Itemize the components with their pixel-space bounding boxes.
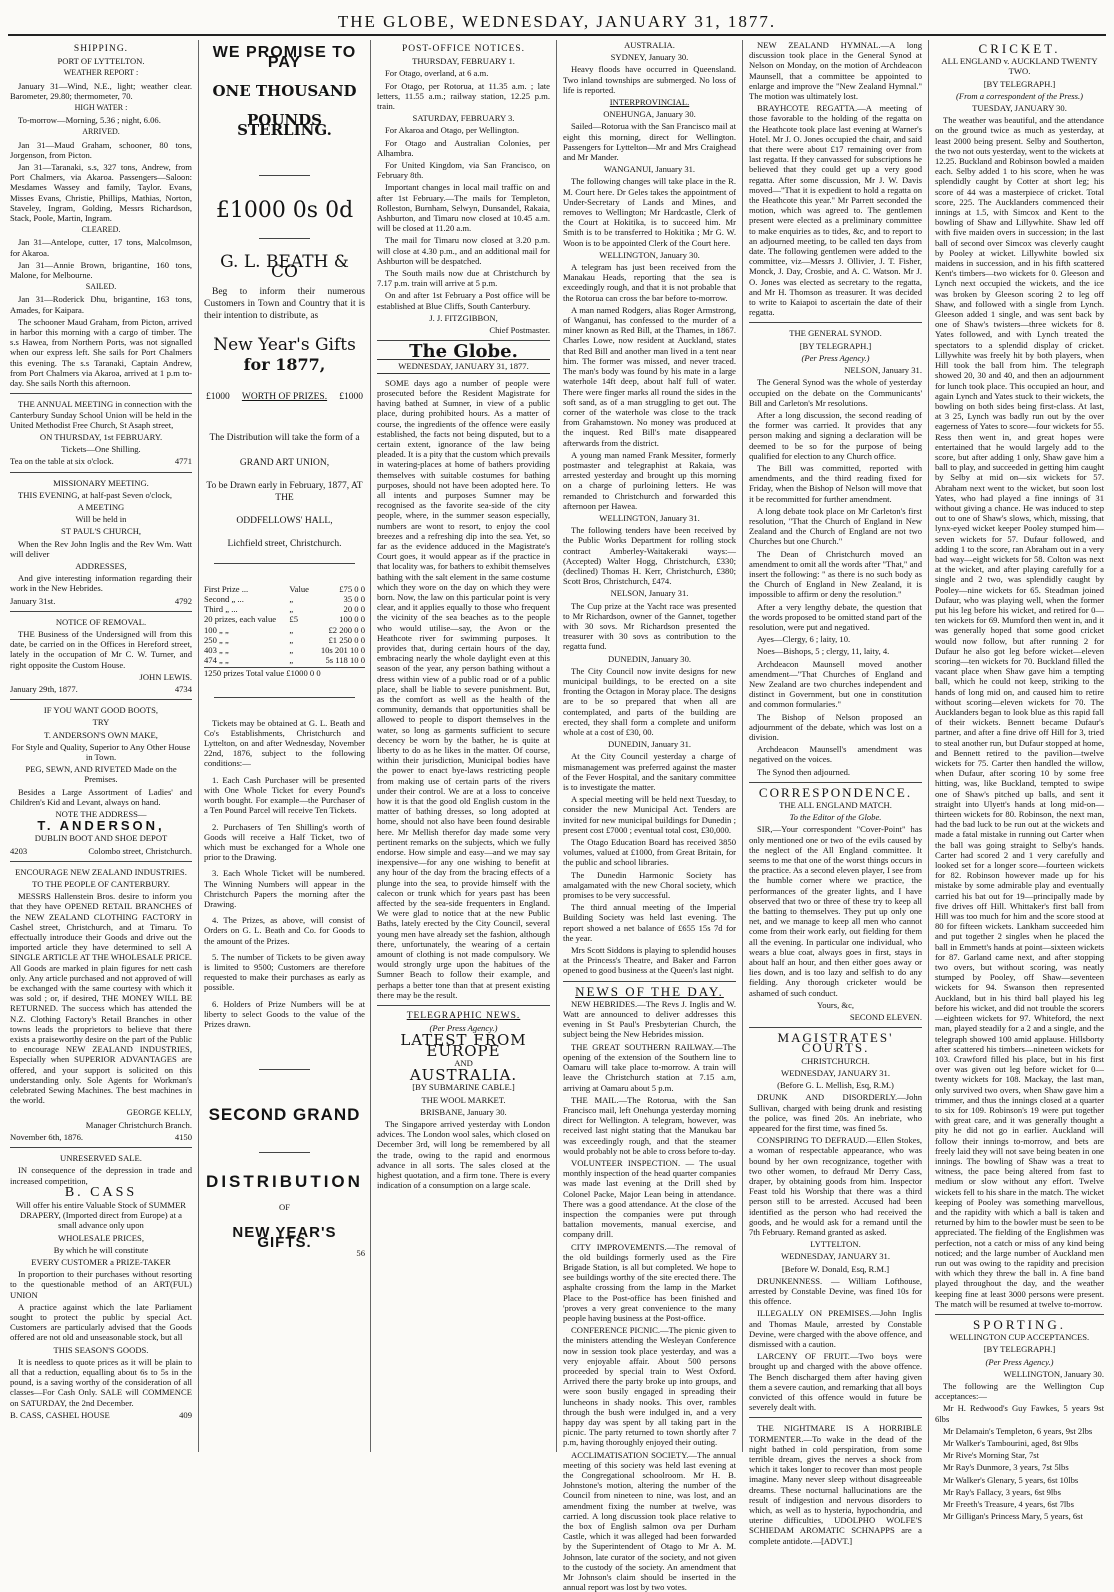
sporting-intro: The following are the Wellington Cup acceptances:— [935,1381,1104,1402]
divider [10,393,192,394]
ad-ref: 4734 [174,683,192,694]
amount: £1000 0s 0d [215,198,354,224]
sale-line: It is needless to quote prices as it will be plain to all that a reduction, equalling about 6s to 5s in the pound, is a saving worthy of the consideration of all classes—For Cash Only. SALE will COMMENCE on SATURDAY, the 2nd December. [10,1356,192,1408]
prize-table [204,584,365,666]
annual-meeting-text: THE ANNUAL MEETING in connection with the Canterbury Sunday School Union will be held in the United Methodist Free Church, St Asaph street, [10,399,192,430]
ad-ref: 4150 [174,1131,192,1142]
column-5 [742,40,928,1546]
dateline: WELLINGTON, January 30. [599,249,700,260]
masthead [0,0,1114,40]
sale-name: B. CASS [64,1184,138,1200]
ad-ref: 409 [179,1409,192,1420]
synod-item: The Bill was committed, reported with amendments, and the third reading fixed for Friday, when the Bishop of Nelson will move that it be recommitted for further amendment. [749,462,922,504]
condition: 3. Each Whole Ticket will be numbered. The Winning Numbers will appear in the Christchurch Papers the morning after the Drawing. [204,868,365,909]
divider [259,175,310,176]
divider [563,981,736,982]
weather-report: January 31—Wind, N.E., light; weather clear. Barometer, 29.80; thermometer, 70. [10,80,192,101]
synod-item: Archdeacon Maunsell moved another amendment—"That Churches of England and New Zealand are two churches independent and distinct in Government, but one in constitution and common formularies." [749,658,922,710]
cleared-heading: CLEARED. [81,225,121,235]
nz-sign: GEORGE KELLY, [126,1107,192,1118]
table-row: 250 „ „ „ £1 250 0 0 [204,634,365,645]
condition: 5. The number of Tickets to be given away is limited to 9500; Customers are therefore requested to make their purchases as early as possible. [204,951,365,993]
sale-line: WHOLESALE PRICES, [58,1232,144,1243]
news-item: BRAYHCOTE REGATTA.—A meeting of those favorable to the holding of the regatta on the Heathcote took place last evening at Warner's Hotel. Mr J. O. Jones occupied the chair, and said that there were about £17 remaining over from last regatta. If they canvassed for subscriptions he believed that they could get up a very good regatta. After some discussion, Mr J. W. Davis moved—"That it is expedient to hold a regatta on the Heathcote this year." Mr Parrett seconded the motion, which was agreed to. The gentlemen present were elected as a preliminary committee to make enquiries as to tides, &c, and to report to an adjourned meeting, to be called ten days from date. The following gentlemen were added to the committee, viz—Messrs J. Ollivier, J. T. Fisher, Monck, J. Day, Crosbie, and A. C. Watson. Mr J. O. Jones was elected as secretary to the regatta, and Mr H. Thomson as treasurer. It was decided to write to Kaiapoi to ascertain the date of their regatta. [749,103,922,318]
divider [259,238,310,239]
divider [749,322,922,323]
news-item: The following tenders have been received by the Public Works Department for rolling stock contract Amberley-Waitakeraki ways:—(Accepted) Walter Hogg, Christchurch, £330; (declined) Thomas H. Kerr, Christchurch, £380; Scott Bros, Christchurch, £474. [563,525,736,587]
sale-foot: B. CASS, CASHEL HOUSE [10,1409,110,1420]
table-row: Second „ ... „ 35 0 0 [204,594,365,605]
post-line: For Otago and Australian Colonies, per Alhambra. [377,137,550,158]
high-water-text: To-morrow—Morning, 5.36 ; night, 6.06. [18,115,161,126]
removal-heading: NOTICE OF REMOVAL. [55,616,147,627]
boots-line: TRY [92,717,110,728]
list-item: Mr Rive's Morning Star, 7st [943,1450,1039,1461]
sailed-heading: SAILED. [85,282,117,292]
missionary-date: January 31st. [10,595,56,606]
list-item: Mr Delamain's Templeton, 6 years, 9st 2lbs [943,1425,1093,1436]
divider [214,697,355,698]
list-item: Mr Walker's Glenary, 5 years, 6st 10lbs [943,1474,1079,1485]
court-item: ILLEGALLY ON PREMISES.—John Inglis and Thomas Maule, arrested by Constable Devine, were charged with the above offence, and dismissed with a caution. [749,1308,922,1349]
post-heading: POST-OFFICE NOTICES. [401,44,526,54]
list-item: Mr H. Redwood's Guy Fawkes, 5 years 9st 6lbs [935,1403,1104,1424]
post-line: For Akaroa and Otago, per Wellington. [385,125,519,136]
nz-text: MESSRS Hallenstein Bros. desire to inform you that they have OPENED RETAIL BRANCHES of the NEW ZEALAND CLOTHING FACTORY in Cashel street, Christchurch, and at Timaru. To effectually introduce their Goods and drive out the imported article they have determined to sell A SINGLE ARTICLE AT THE WHOLESALE PRICE. All Goods are marked in plain figures for nett cash only. Any article purchased and not approved of will be exchanged with the same courtesy with which it was sold ; or, if desired, THE MONEY WILL BE RETURNED. The success which has attended the N.Z. Clothing Factory's Retail Branches in other towns leads the proprietors to believe that there exists a praiseworthy desire on the part of the Public to encourage NEW ZEALAND INDUSTRIES, Especially when SUPERIOR ADVANTAGES are offered, and your support is solicited on this understanding only. Sole Agents for Workman's celebrated Sewing Machines. The best machines in the world. [10,891,192,1106]
missionary-heading: MISSIONARY MEETING. [53,477,149,488]
post-line: For United Kingdom, via San Francisco, on February 8th. [377,160,550,181]
correspondence-heading: CORRESPONDENCE. [758,784,913,800]
port-heading: PORT OF LYTTELTON. [57,56,145,67]
synod-agency: (Per Press Agency.) [801,352,870,363]
court-item: CONSPIRING TO DEFRAUD.—Ellen Stokes, a woman of respectable appearance, who was bound by her own recognizance, together with two other women, to defraud Mr Derry Cass, draper, by obtaining goods from him. Inspector Feast told his Worship that there was a third person still to be arrested. Accused had been identified as the person who had received the goods, and he would ask for a remand until the 7th February. Remand granted as asked. [749,1135,922,1237]
latest-heading: AUSTRALIA. [409,1066,518,1085]
second-line: SECOND GRAND [208,1105,361,1125]
nz-date: November 6th, 1876. [10,1131,84,1142]
missionary-line: And give interesting information regarding their work in the New Hebrides. [10,573,192,594]
gifts-year: for 1877, [243,354,326,374]
advert-nightmare: THE NIGHTMARE IS A HORRIBLE TORMENTER.—To wake in the dead of the night bathed in cold perspiration, from some terrible dream, gives the nerves a shock from which it takes longer to recover than most people imagine. Many never sleep without disagreeable dreams. These nocturnal hallucinations are the result of indigestion and nervous disorders to which, as well as to hysteria, hypochondria, and uterine difficulties, UDOLPHO WOLFE'S SCHIEDAM AROMATIC SCHNAPPS are a complete antidote.—[ADVT.] [749,1423,922,1546]
annual-meeting-tickets: Tickets—One Shilling. [61,444,141,455]
post-line: THURSDAY, FEBRUARY 1. [412,56,515,67]
column-4 [556,40,742,1592]
latest-heading: LATEST FROM EUROPE [400,1031,527,1060]
wool-heading: THE WOOL MARKET. [421,1094,506,1105]
correspondence-to: To the Editor of the Globe. [789,812,882,823]
news-item: A young man named Frank Messiter, formerly postmaster and telegraphist at Rakaia, was arrested yesterday and brought up this morning on a charge of purloining letters. He was remanded to Christchurch and forwarded this afternoon per Hawea. [563,449,736,511]
newspaper-title: THE GLOBE, WEDNESDAY, JANUARY 31, 1877. [337,12,777,31]
news-item: The City Council now invite designs for new municipal buildings, to be erected on a site fronting the Octagon in Moray place. The designs are to be so prepared that when all are contemplated, and parts of the building are erected, they shall form a complete and uniform whole at a cost of £30, 00. [563,665,736,737]
dateline: NELSON, January 31. [844,365,922,376]
news-item: THE GREAT SOUTHERN RAILWAY.—The opening of the extension of the Southern line to Oamaru will take place to-morrow. A train will leave the Christchurch station at 7.15 a.m, arriving at Oamaru about 5 p.m. [563,1041,736,1093]
high-water-heading: HIGH WATER : [74,103,128,113]
condition: 2. Purchasers of Ten Shilling's worth of Goods will receive a Half Ticket, two of which must be exchanged for a Whole one prior to the Drawing. [204,821,365,863]
news-item: The Dunedin Harmonic Society has amalgamated with the new Choral society, which promises to be very successful. [563,869,736,901]
court-item: DRUNKENNESS. — William Lofthouse, arrested by Constable Devine, was fined 10s for this offence. [749,1275,922,1307]
sale-line: EVERY CUSTOMER a PRIZE-TAKER [31,1256,171,1267]
column-3 [370,40,556,1452]
post-line: For Otago, per Rotorua, at 11.35 a.m. ; late letters, 11.55 a.m.; railway station, 12.25 p.m. train. [377,80,550,112]
promise-line: ONE THOUSAND [212,82,357,101]
missionary-line: Will be held in [75,514,127,525]
cricket-corr: (From a correspondent of the Press.) [956,90,1083,101]
synod-item: Archdeacon Maunsell's amendment was negatived on the voices. [749,744,922,765]
removal-sign: JOHN LEWIS. [139,671,192,682]
editorial: SOME days ago a number of people were prosecuted before the Resident Magistrate for having bathed at Sumner, in view of a public place, during prohibited hours. As a matter of course, the ingredients of the offence were easily established, the facts not being disputed, but to a certain extent, ignorance of the law being pleaded. It is a pity that the custom which prevails in watering-places at home of bathers providing themselves with suitable costumes for bathing purposes, should not have been adopted here. To all intents and purposes Sumner may be recognised as the favorite sea-side of the city people, where, in the summer season especially, numbers are wont to resort, to enjoy the cool breezes and a refreshing dip into the sea. Yet, so far as the evidence adduced in the Magistrate's Court goes, it would appear as if the practice in that locality was, for bathers to exhibit themselves bathing with the salt element in the same costume which they wore on the day on which they were born. Now, the law on this particular point is very clear, and it applies equally to those who frequent the vicinity of the sea beaches as to the people who would utilise—say, the Avon or the Heathcote river for swimming purposes. It provides that, during certain hours of the day, embracing nearly the whole daylight even at this season of the year, any person bathing without a dress within view of a public road or of a public place, shall be liable to severe punishment. But, as the comfort as well as the health of the community, demands that opportunities shall be allowed to people to disport themselves in the water, so long as garments sufficient to secure decency be worn by the bather, he is quite at liberty to do as he likes in the matter. Of course, within their jurisdiction, Municipal bodies have the power to enact bye-laws restricting people from making use of certain parts of the rivers under their control. We are at a loss to conceive how it is that the good old English custom in the matter of bathing dresses, so long adopted at home, should not also have been found desirable here. Mr Mellish therefor day made some very pertinent remarks on the subjects, which we fully endorse. How simple and easy—and we may say inexpensive—for any one wishing to benefit at any hour of the day from the bracing effects of a plunge into the sea, to provide himself with the calecon or trunk which for years past has been affected by the sea-side frequenters in England. We were glad to notice that at the new Public Baths, lately erected by the City Council, several young men have already set the fashion, although there, unfortunately, the wearing of a certain amount of clothing is not made compulsory. We would strongly urge upon the habitues of the Sumner Beach to follow their example, and perhaps a better tone than that at present existing there may be the result. [377,377,550,1000]
news-item: A telegram has just been received from the Manakau Heads, reporting that the sea is exceedingly rough, and that it is not probable that the Rotorua can cross the bar before to-morrow. [563,262,736,303]
correspondence-sign2: SECOND ELEVEN. [849,1012,922,1023]
table-row: 20 prizes, each value £5 100 0 0 [204,614,365,625]
masthead-rule [8,34,1106,36]
dist-line: ODDFELLOWS' HALL, [236,516,333,527]
news-item: ACCLIMATISATION SOCIETY.—The annual meeting of this society was held last evening at the Congregational schoolroom. Mr H. B. Johnstone's motion, altering the number of the Council from nineteen to nine, was lost, and an amendment fixing the number at twelve, was carried. A long discussion took place relative to the box of English salmon ova per Durham Castle, which it was alleged had been forwarded by the Superintendent of Otago to Mr A. M. Johnson, late curator of the society, and not given to the custody of the society. An amendment that Mr Johnson's claim should be inserted in the annual report was lost by two votes. [563,1449,736,1592]
list-item: Mr Walker's Tambourini, aged, 8st 9lbs [943,1438,1079,1449]
firm-name: G. L. BEATH & CO [220,252,349,283]
annual-meeting-date: ON THURSDAY, 1st FEBRUARY. [39,431,163,442]
post-line: The mail for Timaru now closed at 3.20 p.m. will close at 4.30 p.m., and an additional mail for Ashburton will be despatched. [377,235,550,266]
wool-text: The Singapore arrived yesterday with London advices. The London wool sales, which closed on December 3rd, will long be remembered by all the trade, owing to the rapid and enormous advance in all sorts. The sales closed at the highest quotation, and a firm tone. There is every indication of a consumption on a large scale. [377,1118,550,1191]
telegraphic-heading: TELEGRAPHIC NEWS. [406,1011,521,1022]
cricket-date: TUESDAY, JANUARY 30. [972,103,1067,114]
synod-item: Ayes—Clergy, 6 ; laity, 10. [757,634,851,645]
post-sign2: Chief Postmaster. [489,325,550,336]
boots-name: T. ANDERSON, [37,818,165,834]
cricket-by: [BY TELEGRAPH.] [983,78,1056,89]
wool-date: BRISBANE, January 30. [420,1106,507,1117]
second-line: NEW YEAR'S GIFTS. [232,1223,337,1251]
removal-date: January 29th, 1877. [10,683,78,694]
table-row: First Prize ... Value £75 0 0 [204,583,365,594]
cricket-sub: ALL ENGLAND v. AUCKLAND TWENTY TWO. [941,56,1098,77]
post-line: Important changes in local mail traffic on and after 1st February.—The mails for Templeton, Rolleston, Burnham, Selwyn, Dunsandel, Rakaia, Ashburton, and Timaru now closed at 10.45 a.m. will be closed at 11.20 a.m. [377,182,550,234]
news-item: CONFERENCE PICNIC.—The picnic given to the ministers attending the Wesleyan Conference now in session took place yesterday, and was a very enjoyable affair. About 500 persons proceeded by special train to West Oxford. Arrived there the party broke up into groups, and were soon busily engaged in spreading their luncheons in shady nooks. This over, rambles through the bush were indulged in, and a very happy day was spent by all taking part in the picnic. The party returned to town shortly after 7 p.m, having thoroughly enjoyed their outing. [563,1325,736,1448]
sale-line: In proportion to their purchases without resorting to the questionable method of an ART(FUL) UNION [10,1269,192,1300]
court-item: LARCENY OF FRUIT.—Two boys were brought up and charged with the above offence. The Bench discharged them after having given them a severe caution, and remarking that all boys convicted of this offence would in future be severely dealt with. [749,1351,923,1413]
dist-line: The Distribution will take the form of a [209,433,360,444]
sale-heading: UNRESERVED SALE. [60,1153,142,1164]
synod-item: The General Synod was the whole of yesterday occupied on the debate on the Communicants' Bill and Carleton's Mr resolutions. [749,377,922,408]
sporting-date: WELLINGTON, January 30. [1003,1368,1104,1379]
table-row: 403 „ „ „ 10s 201 10 0 [204,645,365,656]
divider [259,1069,310,1070]
news-item: NEW HEBRIDES.—The Revs J. Inglis and W. Watt are announced to deliver addresses this evening in St Paul's Presbyterian Church, the subject being the New Hebrides mission. [563,998,736,1040]
table-row: 100 „ „ „ £2 200 0 0 [204,624,365,635]
dateline: NELSON, January 31. [610,588,689,599]
shipping-heading: SHIPPING. [73,44,129,54]
second-line: OF [279,1201,290,1212]
list-item: Mr Freeth's Treasure, 4 years, 6st 7lbs [943,1499,1074,1510]
sale-line: Will offer his entire Valuable Stock of SUMMER DRAPERY, (Imported direct from Europe) at a small advance only upon [16,1199,186,1231]
annual-meeting-tea: Tea on the table at six o'clock. [10,456,114,467]
boots-line: PEG, SEWN, AND RIVETED Made on the Premises. [25,764,177,785]
news-item: NEW ZEALAND HYMNAL.—A long discussion took place in the General Synod at Nelson on Monday, on the motion of Archdeacon Maunsell, that a committee be appointed to enlarge and improve the "New Zealand Hymnal." The motion was ultimately lost. [749,40,922,102]
news-item: The third annual meeting of the Imperial Building Society was held last evening. The report showed a net balance of £655 15s 7d for the year. [563,902,736,943]
divider [259,1152,310,1153]
dateline: ONEHUNGA, January 30. [603,109,696,120]
news-item: THE MAIL.—The Rotorua, with the San Francisco mail, left Onehunga yesterday morning direct for Wellington. A telegram, however, was received last night stating that the Manukau bar was exceedingly rough, and that the steamer would probably not be able to cross before to-day. [563,1094,736,1156]
aus-text: Heavy floods have occurred in Queensland. Two inland townships are submerged. No loss of life is reported. [563,64,736,95]
worth-right: £1000 [339,392,363,403]
worth-left: £1000 [206,392,230,403]
cleared-entry: Jan 31—Annie Brown, brigantine, 160 tons, Malone, for Melbourne. [10,259,192,281]
list-item: Mr Gilligan's Princess Mary, 5 years, 6st [943,1511,1083,1522]
sale-line: IN consequence of the depression in trade and increased competition, [10,1165,192,1186]
intro-text: Beg to inform their numerous Customers in Town and Country that it is their intention to distribute, as [204,286,365,321]
arrived-entry: Jan 31—Maud Graham, schooner, 80 tons, Jorgenson, from Picton. [10,139,192,160]
dateline: DUNEDIN, January 31. [607,739,692,750]
shipping-note: The schooner Maud Graham, from Picton, arrived in harbor this morning with a cargo of timber. The s.s Hawea, from Northern Ports, was not signalled when our express left. She sails for Port Chalmers this evening. The s.s Taranaki, Captain Andrew, from Port Chalmers via Akaroa, arrived at 1 p.m to-day. She sails North this afternoon. [10,316,192,389]
news-item: A special meeting will be held next Tuesday, to consider the new Municipal Act. Tenders are invited for new municipal buildings for Dunedin ; present cost £7000 ; eventual total cost, £30,000. [563,794,736,835]
dist-line: Lichfield street, Christchurch. [227,538,342,549]
table-row: 474 „ „ „ 5s 118 10 0 [204,655,365,666]
synod-item: A long debate took place on Mr Carleton's first resolution, "That the Church of England in New Zealand and the Church of England are not two Churches but one Church." [749,505,922,547]
divider [10,472,192,473]
boots-line: T. ANDERSON'S OWN MAKE, [44,729,158,740]
synod-item: The Bishop of Nelson proposed an adjournment of the debate, which was lost on a division. [749,711,922,742]
boots-line: Colombo street, Christchurch. [88,845,192,856]
synod-heading: THE GENERAL SYNOD. [789,328,882,339]
boots-line: NOTE THE ADDRESS— [55,809,147,819]
divider [749,1027,922,1028]
missionary-line: ST PAUL'S CHURCH, [60,526,142,537]
boots-line: Besides a Large Assortment of Ladies' and Children's Kid and Levant, always on hand. [10,786,192,807]
correspondence-text: SIR,—Your correspondent "Cover-Point" has only mentioned one or two of the evils caused by the neglect of the All England committee. It seems to me that one of the worst things occurs in the practice. As a second eleven player, I see from the humble corner where we practice, the performances of the greater lights, and I have observed that two or three of these try to keep all the batting to themselves. They put up only one net, and we manage to keep all men who cannot come from their work early, out fielding for them all the evening. In particular one individual, who wears a blue coat, always goes in first, stays in about half an hour, and then either goes away or lies down, and is too lazy and selfish to do any fielding. Any thorough cricketer would be ashamed of such conduct. [749,824,922,998]
lyt-heading: LYTTELTON. [810,1239,861,1250]
column-2 [198,40,370,1452]
sporting-agency: (Per Press Agency.) [985,1356,1054,1367]
missionary-line: THIS EVENING, at half-past Seven o'clock, [18,489,173,500]
divider [10,1147,192,1148]
post-line: SATURDAY, FEBRUARY 3. [412,113,515,124]
list-item: Mr Ray's Fallacy, 3 years, 6st 9lbs [943,1486,1061,1497]
nz-to: TO THE PEOPLE OF CANTERBURY. [32,879,170,890]
dateline: DUNEDIN, January 30. [607,653,692,664]
condition: 4. The Prizes, as above, will consist of Orders on G. L. Beath and Co. for Goods to the amount of the Prizes. [204,915,365,946]
divider [10,861,192,862]
missionary-line: A MEETING [77,501,125,512]
divider [214,563,355,564]
arrived-entry: Jan 31—Taranaki, s.s, 327 tons, Andrew, from Port Chalmers, via Akaroa. Passengers—Saloon: Mesdames Wassey and family, Taylor. Evans, Misses Evans, Christie, Phillips, Mathias, Norton, Staveley, Ingram, Golding, Messrs Richardson, Stack, Poole, Martin, Ingram. [10,162,192,224]
globe-title: The Globe. [409,341,518,363]
synod-item: After a very lengthy debate, the question that the words proposed to be omitted stand part of the resolution, were put and negatived. [749,601,922,632]
synod-by: [BY TELEGRAPH.] [799,340,872,351]
column-6 [928,40,1108,1522]
divider [749,1417,922,1418]
sale-line: A practice against which the late Parliament sought to protect the public by special Act. Customers are particularly advised that the Goods offered are not old and unseasonable stock, but all [10,1301,192,1343]
cable-note: [BY SUBMARINE CABLE.] [412,1082,515,1093]
sporting-sub: WELLINGTON CUP ACCEPTANCES. [949,1332,1090,1343]
post-sign: J. J. FITZGIBBON, [429,312,498,323]
interprovincial-heading: INTERPROVINCIAL. [609,97,690,108]
boots-heading: IF YOU WANT GOOD BOOTS, [43,705,159,716]
lyt-before: [Before W. Donald, Esq, R.M.] [781,1263,890,1274]
promise-line: WE PROMISE TO PAY [212,44,357,72]
arrived-heading: ARRIVED. [82,127,120,137]
condition: 6. Holders of Prize Numbers will be at liberty to select Goods to the value of the Prizes drawn. [204,998,365,1029]
aus-heading: AUSTRALIA. [624,40,675,50]
table-row: Third „ ... „ 20 0 0 [204,604,365,615]
mag-date: WEDNESDAY, JANUARY 31. [780,1067,891,1078]
ad-ref: 4771 [174,456,192,467]
condition: 1. Each Cash Purchaser will be presented with One Whole Ticket for every Pound's worth bought. For example—the Purchaser of a Ten Pound Parcel will receive Ten Tickets. [204,774,365,816]
synod-item: The Dean of Christchurch moved an amendment to omit all the words after "That," and insert the following: " as there is no such body as the Church of England in New Zealand, it is impossible to affirm or deny the resolution." [749,548,922,600]
synod-item: After a long discussion, the second reading of the former was carried. It provides that any person making and signing a declaration will be deemed to be so for the purpose of being qualified for election to any Church office. [749,409,922,461]
news-item: Mrs Scott Siddons is playing to splendid houses at the Princess's Theatre, and Baker and Farron opened to good business at the Queen's last night. [563,945,736,976]
news-item: The Cup prize at the Yacht race was presented to Mr Richardson, owner of the Gannet, together with 30 sovs. Mr Richardson presented the treasurer with 30 sovs as contribution to the regatta fund. [563,600,736,652]
boots-line: For Style and Quality, Superior to Any Other House in Town. [11,741,191,762]
news-item: CITY IMPROVEMENTS.—The removal of the old buildings formerly used as the Fire Brigade Station, is all but completed. We hope to see buildings worthy of the site erected there. The asphalte crossing from the lamp in the Market Place to the Post-office has been finished and 'proves a very great convenience to the many people having business at the Post-office. [563,1241,736,1323]
sporting-heading: SPORTING. [972,1316,1067,1332]
lyt-date: WEDNESDAY, JANUARY 31. [780,1251,891,1262]
ad-ref: 4203 [10,845,28,856]
correspondence-sub: THE ALL ENGLAND MATCH. [779,800,892,811]
dateline: WANGANUI, January 31. [603,164,696,175]
news-of-day-heading: NEWS OF THE DAY. [575,983,724,999]
prize-total: 1250 prizes Total value £1000 0 0 [204,667,365,678]
dist-line: To be Drawn early in February, 1877, AT THE [206,481,363,504]
cricket-heading: CRICKET. [978,41,1061,56]
divider [10,699,192,700]
cleared-entry: Jan 31—Antelope, cutter, 17 tons, Malcolmson, for Akaroa. [10,237,192,258]
magistrates-heading: MAGISTRATES' COURTS. [777,1030,894,1056]
ad-ref: 56 [356,1248,365,1259]
sporting-by: [BY TELEGRAPH.] [983,1344,1056,1355]
correspondence-sign: Yours, &c, [816,999,855,1010]
weather-heading: WEATHER REPORT : [63,68,139,78]
cricket-text: The weather was beautiful, and the attendance on the ground twice as much as yesterday, at least 2000 being present. Selby and Southerton, the two not outs yesterday, went to the wickets at 12.25. Buckland and Robinson bowled a maiden each. Selby added 1 to his score, when he was splendidly caught by Cotter at short leg; his score of 44 was a masterpiece of cricket. Total score, 225. The Aucklanders commenced their innings at 1.5, with Simcox and Kent to the bowling of Shaw and Lillywhite. Shaw led off with five maiden overs in succession; in the last ball of second over Simcox was cleverly caught by Pooley at wicket. Lillywhite bowled six maidens in succession, and in his fifth scattered Kent's timbers—two wickets for 0. Gleeson and Lynch next occupied the wickets, and the ice was broken by Gleeson scoring 2 to leg off Shaw, and followed with a single from Lynch. Gleeson added 1 single, and was sent back by one of Shaw's twisters—three wickets for 8. Yates followed, and with Lynch treated the spectators to a splendid display of cricket. Lillywhite was freely hit by both players, when Hill took the ball from him. The telegraph showed 20, 30 and 40, and then an adjournment for lunch took place. This occupied an hour, and again Lynch and Yates stuck to their wickets, the bowling on both sides being first-class. At last, at 3 25, Lynch was badly run out by the over eagerness of Yates to score—four wickets for 55. Ress then went in, and great hopes were entertained that he would largely add to the score, but after adding 1 only, Shaw gave him a ball to play, and succeeded in getting him caught by Selby at mid on—six wickets for 57. Abraham next went to the wicket, but soon lost Yates, who had played a fine innings of 31 without giving a chance. He was induced to step out to one of Shaw's slows, which, missing, that lynx-eyed wicket keeper Pooley stumped him—seven wickets for 57. Dufaur followed, and adding 1 to the score, ran Abraham out in a very bad way—eight wickets for 58. Colton was next at the wicket, and after playing carefully for a single and 2 two, was splendidly caught by Pooley—nine wickets for 65. Steadman joined Dufaur, who was playing well, when the former put his leg before his wicket, and retired for 0—ten wickets for 69. Mumford then went in, and it was generally hoped that some good cricket would now follow, but after running 2 for Dufaur he also got leg before wicket—eleven scoring—ten wickets for 70. Buckland filled the vacant place when Shaw gave him a tempting ball, which he could not keep, striking to the hands of long mid on, and caused him to retire without scoring—eleven wickets for 70. The Aucklanders began to look blue as this rapid fall of their wickets. Bennett became Dufaur's partner, and after a fine drive off Hill for 3, tried to steal another run, but Dufaur stopped at home, and Bennett retired to the pavilion—twelve wickets for 75. Carter then handled the willow, when Dufaur, after scoring 10 by some free hitting, was, like Buckland, tempted to swipe one of Shaw's pitched up balls, and sent it straight into Ulyett's hands at long mid-on—thirteen wickets for 80. Robinson, the next man, had the bad luck to be run out at the wickets and made a fatal mistake in running out Carter when the ball was going straight to Selby's hands. Carter had scored 2 and 1 very carefully and looked set for a longer score—fourteen wickets for 82. Robinson however made up for his mistake by some admirable play and eventually carried his bat out for 19—principally made by five drives off Hill. Whittaker's first ball from Hill was too much for him and the score stood at 80 for fifteen wickets. Lankham succeeded him and put together 2 singles when he placed the ball in Emmett's hands at point—sixteen wickets for 87. Garland came next, and after stopping two overs, but without scoring, was neatly stumped by Pooley, off Shaw—seventeen wickets for 94. Swanson then represented Auckland, but in his third ball played his leg before his wicket, and did not trouble the scorers—eighteen wickets for 97. Whiteford, the next man, played steadily for a 2 and a single, and the telegraph showed 100 amid applause. Hillsborty after scattered his timbers—nineteen wickets for 103. Crawford filled his place, but in his first over was given out leg before wicket for 0—twenty wickets for 108. Mackay, the last man, only survived two overs, when Shaw gave him a trimmer, and thus the innings closed at a quarter to six for 109. Robinson's 19 were put together with great care, and it was generally thought a pity he did not go in earlier. Auckland will follow their innings to-morrow, and bets are freely laid they will not save being beaten in one innings. The bowling of Shaw was a treat to witness, the pace being altered from fast to medium or slow without any effort. Twelve wickets fell to his share in the match. The wicket keeping of Pooley was something marvellous, and the rapidity with which a ball is taken and returned by him to the bowler must be seen to be appreciated. The fielding of the Englishmen was perfection, not a catch or miss of any kind being noticed; and the large number of Auckland men run out was owing to the rapidity and precision with which they threw the ball in. A fine band played throughout the day, and the weather keeping fine at least 3000 persons were present. The match will be resumed at twelve to-morrow. [935,115,1104,1309]
news-item: The following changes will take place in the R. M. Court here. Dr Geles takes the appointment of Under-Secretary of Lands and Mines, and removes to Wellington; Mr Hardcastle, Clerk of the Court at Hokitika, is to succeed him. Mr Smith is to be transferred to Hokitika ; Mr G. W. Woon is to be appointed Clerk of the Court here. [563,176,736,248]
divider [935,1314,1104,1315]
telegraphic-agency: (Per Press Agency.) [429,1023,498,1034]
news-item: At the City Council yesterday a charge of mismanagement was preferred against the master of the Fever Hospital, and the sanitary committee is to investigate the matter. [563,751,736,793]
sale-line: THIS SEASON'S GOODS. [53,1344,149,1355]
synod-item: Noes—Bishops, 5 ; clergy, 11, laity, 4. [757,646,890,657]
removal-text: THE Business of the Undersigned will from this date, be carried on in the Offices in Hereford street, lately in the occupation of Mr C. W. Turner, and right opposite the Custom House. [10,628,192,670]
missionary-line: ADDRESSES, [75,560,127,571]
post-line: For Otago, overland, at 6 a.m. [385,68,489,79]
boots-line: DUBLIN BOOT AND SHOE DEPOT [34,833,168,844]
court-item: DRUNK AND DISORDERLY.—John Sullivan, charged with being drunk and resisting the police, was fined 20s. An inebriate, who appeared for the first time, was fined 5s. [749,1092,922,1133]
ad-ref: 4792 [174,595,192,606]
column-1 [8,40,198,1452]
second-line: DISTRIBUTION [206,1172,363,1192]
news-item: A man named Rodgers, alias Roger Armstrong, of Wanganui, has confessed to the murder of a miner known as Red Bill, at the Thames, in 1867. Charles Lowe, now resident at Auckland, states that Red Bill and another man lived in a tent near him. The former was missed, and never traced. The man's body was found by his mate in a large waterhole 14ft deep, about half full of water. There were finger marks all round the sides in the soft sand, as of a man struggling to get out. The corner of the waterhole was close to the track from Grahamstown. No money was produced at the inquest. Red Bill's mate disappeared afterwards from the district. [563,304,736,448]
divider [749,782,922,783]
mag-before: (Before G. L. Mellish, Esq, R.M.) [777,1080,894,1091]
news-item: VOLUNTEER INSPECTION. — The usual monthly inspection of the head quarter companies was made last evening at the Drill shed by Colonel Packe, Major Lean being in attendance. There was a good attendance. At the close of the inspection the companies were put through battalion movements, manual exercise, and company drill. [563,1157,736,1240]
sailed-entry: Jan 31—Roderick Dhu, brigantine, 163 tons, Amades, for Kaipara. [10,294,192,315]
divider [10,611,192,612]
sale-line: By which he will constitute [53,1244,149,1255]
nz-heading: ENCOURAGE NEW ZEALAND INDUSTRIES. [15,866,187,877]
post-line: The South mails now due at Christchurch by 7.17 p.m. train will arrive at 5 p.m. [377,268,550,289]
list-item: Mr Ray's Dunmore, 3 years, 7st 5lbs [943,1462,1069,1473]
worth-mid: WORTH OF PRIZES. [241,392,328,403]
news-item: The Otago Education Board has received 3850 volumes, valued at £1000, from Great Britain, for the public and school libraries. [563,837,736,868]
synod-item: The Synod then adjourned. [757,766,851,777]
news-item: Sailed—Rotorua with the San Francisco mail at eight this morning, direct for Wellington. Passengers for Lyttelton—Mr and Mrs Craighead and Mr Mander. [563,121,736,163]
aus-date: SYDNEY, January 30. [610,52,689,63]
gifts-heading: New Year's Gifts [213,334,356,355]
mag-city: CHRISTCHURCH. [801,1055,870,1066]
globe-date: WEDNESDAY, JANUARY 31, 1877. [377,359,550,373]
dist-line: GRAND ART UNION, [239,458,330,469]
post-line: On and after 1st February a Post office will be established at Blue Cliffs, South Canterbury. [377,290,550,311]
divider [377,1005,550,1006]
nz-sign2: Manager Christchurch Branch. [85,1119,192,1130]
dateline: WELLINGTON, January 31. [599,512,700,523]
missionary-line: When the Rev John Inglis and the Rev Wm. Watt will deliver [10,538,192,559]
promise-line: POUNDS STERLING. [237,110,332,139]
tickets-text: Tickets may be obtained at G. L. Beath and Co's Establishments, Christchurch and Lyttelton, on and after Wednesday, November 22nd, 1876, subject to the following conditions:— [204,717,365,769]
latest-and: AND [454,1057,473,1068]
